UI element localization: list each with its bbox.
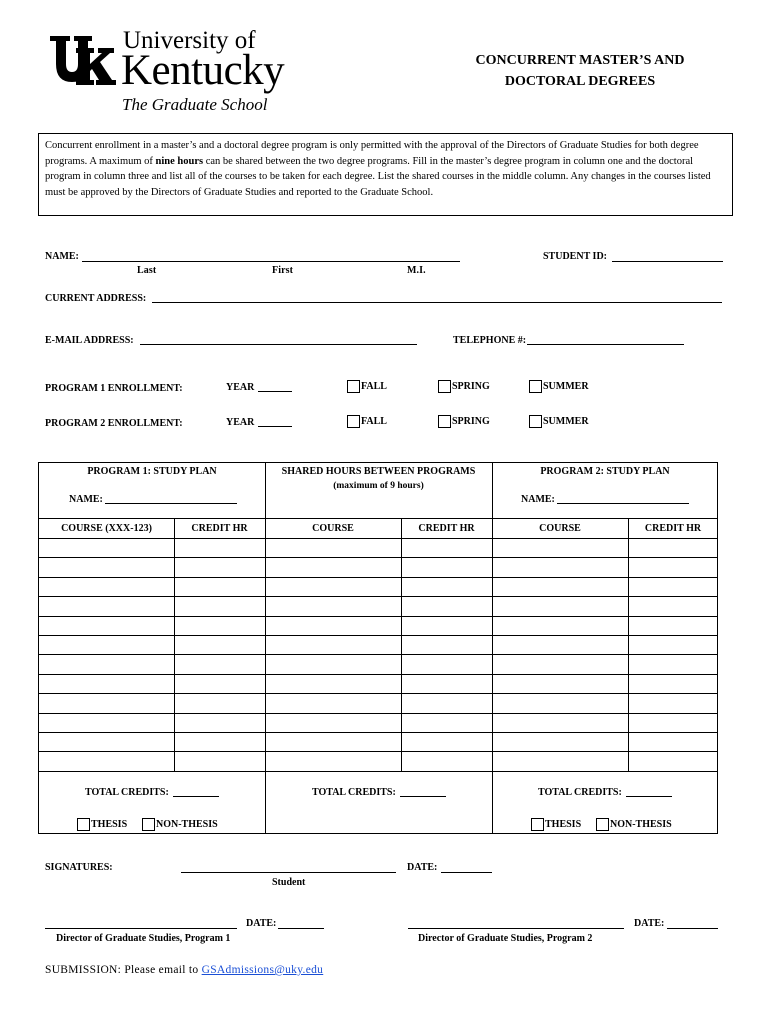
- checkbox-icon[interactable]: [347, 380, 360, 393]
- table-cell[interactable]: [629, 617, 717, 634]
- total-credits-1-input[interactable]: [173, 796, 219, 797]
- table-cell[interactable]: [40, 578, 174, 595]
- uk-logo-mark: [48, 34, 116, 88]
- table-cell[interactable]: [175, 655, 265, 672]
- table-cell[interactable]: [175, 578, 265, 595]
- checkbox-icon[interactable]: [529, 415, 542, 428]
- study-plan-table: [38, 462, 718, 834]
- table-cell[interactable]: [266, 694, 401, 711]
- student-date-input[interactable]: [441, 872, 492, 873]
- program2-spring[interactable]: [438, 415, 490, 428]
- fall-label: FALL: [361, 415, 387, 427]
- table-cell[interactable]: [493, 694, 628, 711]
- table-cell[interactable]: [266, 636, 401, 653]
- total-credits-1: [85, 787, 169, 798]
- form-title: [440, 50, 720, 92]
- intro-box: [38, 133, 733, 216]
- table-cell[interactable]: [266, 617, 401, 634]
- program2-name-input[interactable]: [557, 503, 689, 504]
- summer-label: SUMMER: [543, 380, 589, 392]
- student-id-input[interactable]: [612, 261, 723, 262]
- table-cell[interactable]: [493, 733, 628, 750]
- table-cell[interactable]: [402, 578, 492, 595]
- table-cell[interactable]: [493, 617, 628, 634]
- table-cell[interactable]: [493, 752, 628, 769]
- program1-summer[interactable]: [529, 380, 589, 393]
- email-label: E-MAIL ADDRESS:: [45, 335, 134, 346]
- program1-spring[interactable]: [438, 380, 490, 393]
- student-signature-line[interactable]: [181, 872, 396, 873]
- non-thesis-label: NON-THESIS: [610, 818, 672, 830]
- table-row-divider: [39, 771, 717, 772]
- table-cell[interactable]: [402, 597, 492, 614]
- checkbox-icon[interactable]: [596, 818, 609, 831]
- table-cell[interactable]: [40, 636, 174, 653]
- program2-enrollment-label: PROGRAM 2 ENROLLMENT:: [45, 418, 183, 429]
- graduate-school-text: The Graduate School: [122, 95, 268, 114]
- kentucky-text: Kentucky: [121, 47, 285, 94]
- name-input[interactable]: [82, 261, 460, 262]
- program2-summer[interactable]: [529, 415, 589, 428]
- credit-header-2: CREDIT HR: [418, 523, 475, 534]
- table-cell[interactable]: [402, 655, 492, 672]
- table-cell[interactable]: [175, 636, 265, 653]
- program2-fall[interactable]: [347, 415, 387, 428]
- table-cell[interactable]: [493, 714, 628, 731]
- total-credits-3: [538, 787, 622, 798]
- student-date-label: DATE:: [407, 862, 438, 873]
- shared-hours-subtitle: (maximum of 9 hours): [333, 481, 424, 491]
- program2-year-label: YEAR: [226, 417, 255, 428]
- table-cell[interactable]: [266, 558, 401, 575]
- signatures-label: SIGNATURES:: [45, 862, 113, 873]
- thesis-label: THESIS: [91, 818, 128, 830]
- table-cell[interactable]: [266, 539, 401, 556]
- summer-label: SUMMER: [543, 415, 589, 427]
- table-cell[interactable]: [175, 558, 265, 575]
- table-cell[interactable]: [40, 733, 174, 750]
- program1-thesis[interactable]: [77, 818, 127, 831]
- checkbox-icon[interactable]: [531, 818, 544, 831]
- program1-name-input[interactable]: [105, 503, 237, 504]
- checkbox-icon[interactable]: [438, 380, 451, 393]
- address-label: CURRENT ADDRESS:: [45, 293, 147, 304]
- table-cell[interactable]: [493, 539, 628, 556]
- table-cell[interactable]: [493, 636, 628, 653]
- total-credits-2: [312, 787, 396, 798]
- table-cell[interactable]: [402, 714, 492, 731]
- program1-plan-title: PROGRAM 1: STUDY PLAN: [87, 466, 217, 477]
- intro-text-2: can be shared between the two degree programs. Fill in the master’s degree program in column one and the doctoral program in column three and list all of the courses to be taken for each degree. List the shared courses in the middle column. Any changes in the courses listed must be approved by the Directors of Graduate Studies and reported to the Graduate School.: [45, 155, 711, 198]
- table-cell[interactable]: [493, 675, 628, 692]
- student-id-label: STUDENT ID:: [543, 251, 607, 262]
- submission-note: [45, 964, 323, 976]
- checkbox-icon[interactable]: [77, 818, 90, 831]
- spring-label: SPRING: [452, 380, 490, 392]
- table-cell[interactable]: [629, 714, 717, 731]
- table-cell[interactable]: [629, 578, 717, 595]
- program2-non-thesis[interactable]: [596, 818, 672, 831]
- table-cell[interactable]: [40, 558, 174, 575]
- header-divider: [39, 518, 717, 519]
- program2-name-label: NAME:: [521, 494, 555, 505]
- non-thesis-label: NON-THESIS: [156, 818, 218, 830]
- course-header-3: COURSE: [539, 523, 581, 534]
- spring-label: SPRING: [452, 415, 490, 427]
- checkbox-icon[interactable]: [438, 415, 451, 428]
- table-cell[interactable]: [175, 694, 265, 711]
- table-cell[interactable]: [175, 597, 265, 614]
- intro-bold: nine hours: [155, 155, 204, 167]
- total-credits-2-input[interactable]: [400, 796, 446, 797]
- thesis-label: THESIS: [545, 818, 582, 830]
- table-cell[interactable]: [493, 655, 628, 672]
- table-cell[interactable]: [266, 714, 401, 731]
- table-cell[interactable]: [266, 578, 401, 595]
- table-cell[interactable]: [629, 655, 717, 672]
- table-cell[interactable]: [493, 597, 628, 614]
- fall-label: FALL: [361, 380, 387, 392]
- program1-year-label: YEAR: [226, 382, 255, 393]
- table-cell[interactable]: [175, 675, 265, 692]
- student-caption: Student: [272, 877, 306, 888]
- program1-name-label: NAME:: [69, 494, 103, 505]
- table-cell[interactable]: [629, 558, 717, 575]
- table-cell[interactable]: [629, 675, 717, 692]
- table-cell[interactable]: [266, 597, 401, 614]
- table-cell[interactable]: [629, 539, 717, 556]
- table-cell[interactable]: [629, 636, 717, 653]
- dgs2-caption: Director of Graduate Studies, Program 2: [418, 933, 593, 944]
- mi-caption: M.I.: [407, 265, 426, 276]
- table-cell[interactable]: [175, 714, 265, 731]
- table-cell[interactable]: [40, 597, 174, 614]
- table-cell[interactable]: [40, 752, 174, 769]
- shared-hours-title: SHARED HOURS BETWEEN PROGRAMS: [281, 466, 476, 477]
- submission-text: SUBMISSION: Please email to: [45, 964, 202, 976]
- dgs1-date-input[interactable]: [278, 928, 324, 929]
- table-cell[interactable]: [266, 675, 401, 692]
- table-cell[interactable]: [402, 539, 492, 556]
- credit-header-1: CREDIT HR: [191, 523, 248, 534]
- program2-thesis[interactable]: [531, 818, 581, 831]
- table-cell[interactable]: [629, 733, 717, 750]
- table-cell[interactable]: [629, 694, 717, 711]
- table-cell[interactable]: [175, 752, 265, 769]
- table-cell[interactable]: [266, 733, 401, 750]
- table-cell[interactable]: [629, 597, 717, 614]
- dgs1-caption: Director of Graduate Studies, Program 1: [56, 933, 231, 944]
- course-header-2: COURSE: [312, 523, 354, 534]
- table-cell[interactable]: [40, 617, 174, 634]
- table-cell[interactable]: [402, 636, 492, 653]
- table-cell[interactable]: [40, 675, 174, 692]
- credit-header-3: CREDIT HR: [644, 523, 702, 534]
- total-credits-label: TOTAL CREDITS:: [312, 787, 396, 798]
- submission-email-link[interactable]: GSAdmissions@uky.edu: [201, 964, 324, 976]
- dgs1-signature-line[interactable]: [45, 928, 237, 929]
- total-credits-label: TOTAL CREDITS:: [85, 787, 169, 798]
- total-credits-3-input[interactable]: [626, 796, 672, 797]
- checkbox-icon[interactable]: [529, 380, 542, 393]
- telephone-input[interactable]: [527, 344, 684, 345]
- course-header-1: COURSE (XXX-123): [61, 523, 152, 534]
- table-cell[interactable]: [402, 694, 492, 711]
- total-credits-label: TOTAL CREDITS:: [538, 787, 622, 798]
- table-cell[interactable]: [266, 655, 401, 672]
- program2-year-input[interactable]: [258, 426, 292, 427]
- title-line-1: CONCURRENT MASTER’S AND: [475, 53, 685, 68]
- table-cell[interactable]: [40, 714, 174, 731]
- telephone-label: TELEPHONE #:: [453, 335, 527, 346]
- table-cell[interactable]: [175, 539, 265, 556]
- university-of-text: University of: [123, 27, 256, 54]
- dgs1-date-label: DATE:: [246, 918, 277, 929]
- table-cell[interactable]: [175, 733, 265, 750]
- table-cell[interactable]: [402, 733, 492, 750]
- table-cell[interactable]: [402, 558, 492, 575]
- first-caption: First: [272, 265, 294, 276]
- program1-fall[interactable]: [347, 380, 387, 393]
- intro-text-1: Concurrent enrollment in a master’s and a doctoral degree program is only permitted with the approval of the Directors of Graduate Studies for both degree programs. A maximum of: [45, 140, 699, 167]
- table-cell[interactable]: [40, 655, 174, 672]
- program2-plan-title: PROGRAM 2: STUDY PLAN: [540, 466, 670, 477]
- dgs2-date-label: DATE:: [634, 918, 665, 929]
- table-cell[interactable]: [402, 675, 492, 692]
- table-cell[interactable]: [266, 752, 401, 769]
- last-caption: Last: [137, 265, 157, 276]
- table-cell[interactable]: [40, 694, 174, 711]
- program1-enrollment-label: PROGRAM 1 ENROLLMENT:: [45, 383, 183, 394]
- table-cell[interactable]: [402, 752, 492, 769]
- table-cell[interactable]: [402, 617, 492, 634]
- checkbox-icon[interactable]: [142, 818, 155, 831]
- table-cell[interactable]: [493, 578, 628, 595]
- table-cell[interactable]: [629, 752, 717, 769]
- program1-non-thesis[interactable]: [142, 818, 218, 831]
- email-input[interactable]: [140, 344, 417, 345]
- checkbox-icon[interactable]: [347, 415, 360, 428]
- program1-year-input[interactable]: [258, 391, 292, 392]
- table-cell[interactable]: [40, 539, 174, 556]
- title-line-2: DOCTORAL DEGREES: [504, 74, 656, 89]
- dgs2-signature-line[interactable]: [408, 928, 624, 929]
- name-label: NAME:: [45, 251, 79, 262]
- dgs2-date-input[interactable]: [667, 928, 718, 929]
- address-input[interactable]: [152, 302, 722, 303]
- table-cell[interactable]: [493, 558, 628, 575]
- table-cell[interactable]: [175, 617, 265, 634]
